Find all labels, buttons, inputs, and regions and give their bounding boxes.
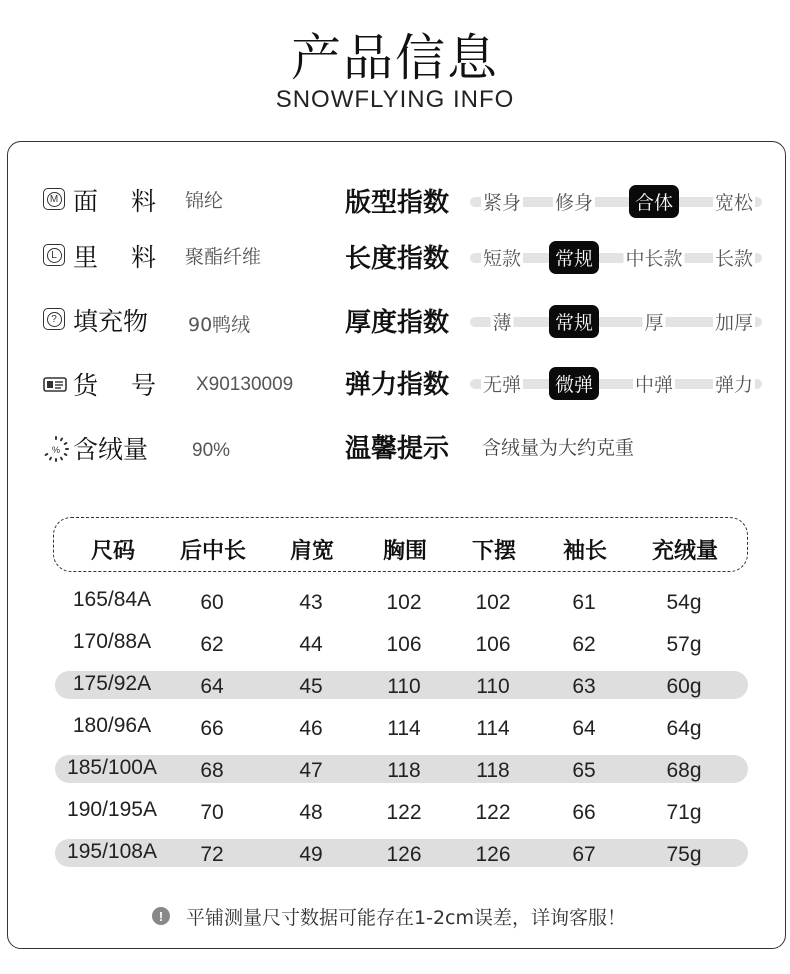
table-cell: 68 <box>200 759 224 782</box>
table-cell: 60g <box>666 675 702 698</box>
table-cell: 54g <box>666 591 702 614</box>
table-cell: 62 <box>200 633 224 656</box>
table-cell: 60 <box>200 591 224 614</box>
size-table-header <box>53 517 748 572</box>
info-value: 90鸭绒 <box>188 314 251 336</box>
table-cell: 175/92A <box>72 672 152 695</box>
table-cell: 71g <box>666 801 702 824</box>
table-cell: 66 <box>200 717 224 740</box>
percent-spinner-icon <box>42 435 68 461</box>
index-option: 宽松 <box>713 188 755 215</box>
table-cell: 63 <box>572 675 596 698</box>
index-option-selected: 常规 <box>549 241 599 274</box>
table-cell: 75g <box>666 843 702 866</box>
index-option-selected: 微弹 <box>549 367 599 400</box>
index-option: 短款 <box>481 244 523 271</box>
table-column-header: 尺码 <box>90 539 136 564</box>
table-column-header: 胸围 <box>382 539 428 564</box>
index-option: 中长款 <box>623 244 684 271</box>
table-cell: 47 <box>299 759 323 782</box>
table-cell: 61 <box>572 591 596 614</box>
tip-label: 温馨提示 <box>345 434 450 464</box>
table-cell: 64 <box>200 675 224 698</box>
table-cell: 66 <box>572 801 596 824</box>
table-cell: 106 <box>475 633 511 656</box>
table-cell: 180/96A <box>72 714 152 737</box>
table-cell: 65 <box>572 759 596 782</box>
index-option: 薄 <box>490 308 513 335</box>
table-cell: 44 <box>299 633 323 656</box>
table-column-header: 肩宽 <box>289 539 335 564</box>
index-label: 厚度指数 <box>345 308 450 338</box>
table-cell: 64g <box>666 717 702 740</box>
table-cell: 102 <box>386 591 422 614</box>
index-option: 紧身 <box>481 188 523 215</box>
table-cell: 118 <box>476 759 510 782</box>
table-cell: 118 <box>387 759 421 782</box>
footnote-text: 平铺测量尺寸数据可能存在1-2cm误差，详询客服！ <box>186 906 626 929</box>
index-option: 修身 <box>553 188 595 215</box>
id-card-icon <box>42 371 68 397</box>
info-label: 里 料 <box>73 243 156 272</box>
index-option: 长款 <box>713 244 755 271</box>
table-cell: 126 <box>386 843 422 866</box>
question-badge-icon: ? <box>42 307 68 333</box>
info-label: 面 料 <box>73 187 156 216</box>
index-option: 厚 <box>642 308 665 335</box>
index-option-selected: 常规 <box>549 305 599 338</box>
table-column-header: 充绒量 <box>651 539 719 564</box>
info-value: 90% <box>192 440 231 461</box>
l-badge-icon: L <box>42 243 68 269</box>
table-column-header: 袖长 <box>562 539 608 564</box>
warning-icon: ! <box>152 907 170 925</box>
m-badge-icon: M <box>42 187 68 213</box>
index-label: 版型指数 <box>345 188 450 218</box>
table-cell: 46 <box>299 717 323 740</box>
table-cell: 165/84A <box>72 588 152 611</box>
index-option: 加厚 <box>713 308 755 335</box>
table-cell: 122 <box>386 801 422 824</box>
info-label: 含绒量 <box>73 435 149 464</box>
table-cell: 43 <box>299 591 323 614</box>
table-cell: 57g <box>666 633 702 656</box>
table-cell: 48 <box>299 801 323 824</box>
tip-text: 含绒量为大约克重 <box>482 437 635 459</box>
page-subtitle: SNOWFLYING INFO <box>275 86 515 113</box>
index-label: 弹力指数 <box>345 370 450 400</box>
table-cell: 170/88A <box>72 630 152 653</box>
page-title: 产品信息 <box>291 29 499 87</box>
table-cell: 72 <box>200 843 224 866</box>
index-option: 弹力 <box>713 370 755 397</box>
svg-text:%: % <box>51 445 61 455</box>
index-option: 无弹 <box>481 370 523 397</box>
info-label: 填充物 <box>73 307 149 336</box>
table-column-header: 后中长 <box>179 539 247 564</box>
table-cell: 114 <box>476 717 510 740</box>
index-option: 中弹 <box>633 370 675 397</box>
table-cell: 64 <box>572 717 596 740</box>
info-value: X90130009 <box>196 374 294 395</box>
table-cell: 110 <box>476 675 510 698</box>
table-cell: 190/195A <box>67 798 157 821</box>
table-cell: 185/100A <box>67 756 157 779</box>
table-column-header: 下摆 <box>471 539 517 564</box>
table-cell: 45 <box>299 675 323 698</box>
table-cell: 126 <box>475 843 511 866</box>
table-cell: 195/108A <box>67 840 157 863</box>
index-label: 长度指数 <box>345 244 450 274</box>
table-cell: 102 <box>475 591 511 614</box>
table-cell: 49 <box>299 843 323 866</box>
table-cell: 68g <box>666 759 702 782</box>
table-cell: 62 <box>572 633 596 656</box>
index-option-selected: 合体 <box>629 185 679 218</box>
table-cell: 110 <box>387 675 421 698</box>
info-value: 聚酯纤维 <box>185 246 262 268</box>
info-label: 货 号 <box>73 371 156 400</box>
table-cell: 122 <box>475 801 511 824</box>
table-cell: 114 <box>387 717 421 740</box>
table-cell: 106 <box>386 633 422 656</box>
table-cell: 67 <box>572 843 596 866</box>
table-cell: 70 <box>200 801 224 824</box>
info-value: 锦纶 <box>185 190 224 212</box>
footnote <box>152 904 626 928</box>
